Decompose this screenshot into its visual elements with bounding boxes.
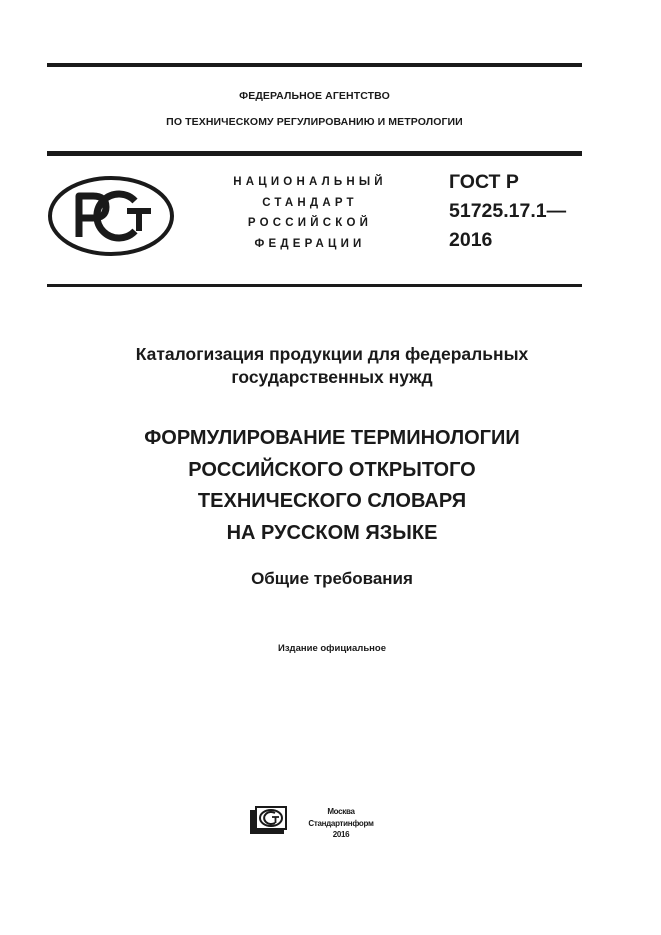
- gost-number-line3: 2016: [449, 229, 493, 251]
- document-subtitle: [47, 343, 617, 389]
- edition-note: Издание официальное: [278, 643, 386, 654]
- subtitle-line2: государственных нужд: [231, 367, 433, 387]
- gost-number-block: [449, 168, 566, 255]
- rst-certification-logo-icon: [47, 175, 175, 257]
- agency-name-line1: ФЕДЕРАЛЬНОЕ АГЕНТСТВО: [239, 90, 390, 102]
- gost-number-line2: 51725.17.1—: [449, 200, 567, 222]
- standard-type-line1: НАЦИОНАЛЬНЫЙ: [233, 176, 387, 188]
- publisher-block: [306, 806, 376, 841]
- standard-type-line3: РОССИЙСКОЙ: [247, 217, 373, 229]
- title-line4: НА РУССКОМ ЯЗЫКЕ: [226, 521, 438, 544]
- title-line3: ТЕХНИЧЕСКОГО СЛОВАРЯ: [197, 490, 467, 512]
- agency-name-line2: ПО ТЕХНИЧЕСКОМУ РЕГУЛИРОВАНИЮ И МЕТРОЛОГИИ: [166, 116, 463, 128]
- top-rule: [47, 63, 582, 67]
- standard-type-line4: ФЕДЕРАЦИИ: [254, 237, 366, 250]
- subtitle-line1: Каталогизация продукции для федеральных: [135, 344, 529, 364]
- bottom-rule: [47, 284, 582, 287]
- general-requirements-heading: Общие требования: [251, 569, 413, 588]
- publisher-name: Стандартинформ: [308, 818, 374, 828]
- publisher-city: Москва: [327, 807, 355, 816]
- standartinform-logo-icon: [248, 806, 288, 836]
- standard-type-line2: СТАНДАРТ: [262, 196, 358, 209]
- standard-type-block: [200, 172, 420, 254]
- publisher-year: 2016: [332, 830, 350, 839]
- document-title: [47, 423, 617, 549]
- title-line2: РОССИЙСКОГО ОТКРЫТОГО: [188, 458, 476, 481]
- middle-rule: [47, 151, 582, 156]
- gost-number-line1: ГОСТ Р: [449, 171, 519, 193]
- title-line1: ФОРМУЛИРОВАНИЕ ТЕРМИНОЛОГИИ: [144, 427, 520, 449]
